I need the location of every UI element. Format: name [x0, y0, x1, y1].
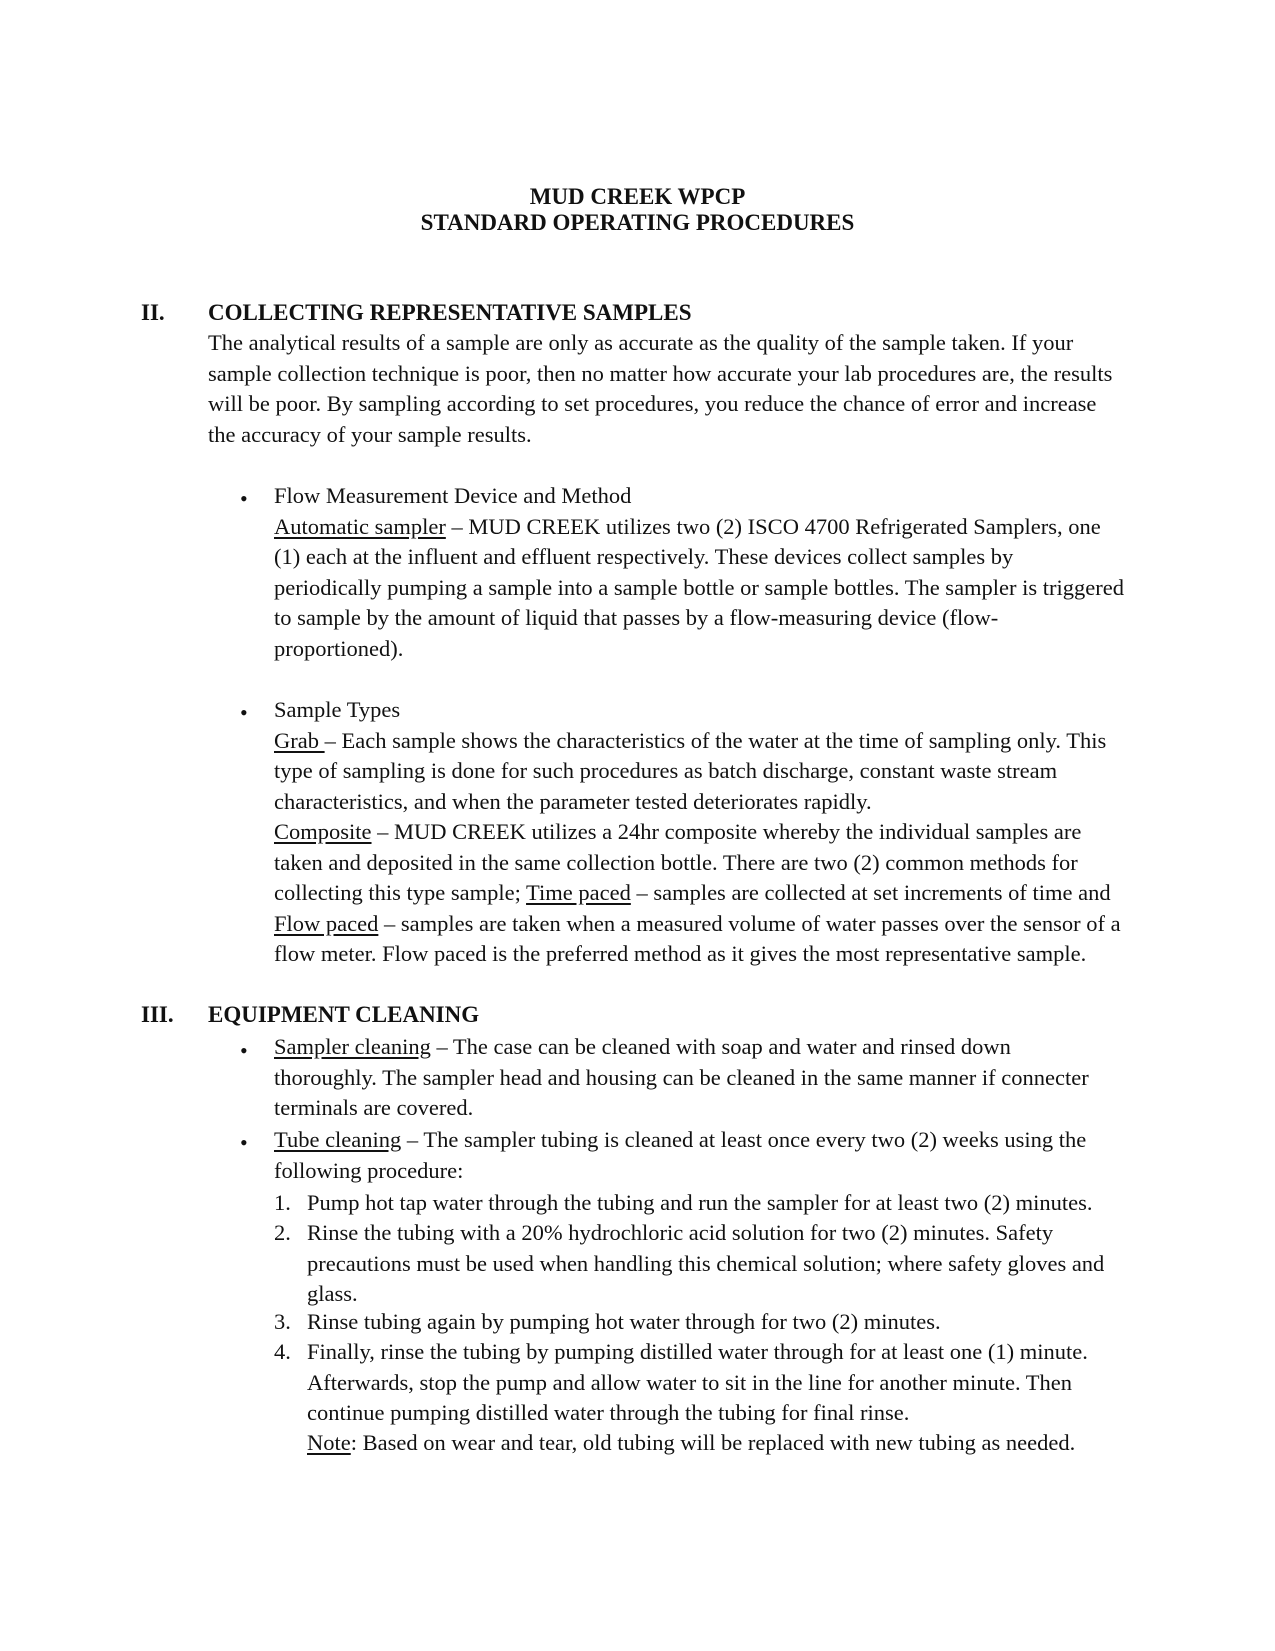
composite-text: – MUD CREEK utilizes a 24hr composite whereby the individual samples are taken and deposited in the same collection bottle. There are two (2) common methods for collecting this type sample;: [274, 819, 1082, 905]
sampler-cleaning-item: [274, 1032, 1104, 1124]
composite-description: [274, 817, 1124, 970]
section-2-number: II.: [141, 300, 165, 325]
step-3-text: Rinse tubing again by pumping hot water through for two (2) minutes.: [307, 1309, 941, 1334]
step-1-text: Pump hot tap water through the tubing and run the sampler for at least two (2) minutes.: [307, 1190, 1093, 1215]
tube-cleaning-term: Tube cleaning: [274, 1127, 402, 1152]
tube-cleaning-text: – The sampler tubing is cleaned at least once every two (2) weeks using the following procedure:: [274, 1127, 1087, 1183]
note-term: Note: [307, 1430, 351, 1455]
flow-title: Flow Measurement Device and Method: [274, 483, 632, 508]
time-paced-term: Time paced: [526, 880, 631, 905]
grab-text: – Each sample shows the characteristics of the water at the time of sampling only. This type of sampling is done for such procedures as batch discharge, constant waste stream characteristics, and when the parameter tested deteriorates rapidly.: [274, 727, 1107, 814]
grab-term: Grab: [274, 727, 325, 753]
flow-item: [274, 481, 1124, 664]
flow-description: [274, 512, 1124, 665]
grab-description: [274, 726, 1124, 818]
document-title: MUD CREEK WPCP: [529, 184, 746, 209]
composite-term: Composite: [274, 819, 372, 844]
note-text: : Based on wear and tear, old tubing will be replaced with new tubing as needed.: [350, 1430, 1076, 1455]
tubing-note: [307, 1428, 1117, 1459]
section-3-heading: EQUIPMENT CLEANING: [208, 1002, 480, 1027]
document-subtitle: STANDARD OPERATING PROCEDURES: [420, 210, 855, 235]
flow-paced-term: Flow paced: [274, 910, 379, 936]
types-item: [274, 695, 1124, 970]
step-1-number: 1.: [274, 1190, 291, 1215]
step-4-number: 4.: [274, 1339, 291, 1364]
section-2-intro: The analytical results of a sample are only as accurate as the quality of the sample taken. If your sample collection technique is poor, then no matter how accurate your lab procedures are, the results will be poor. By sampling according to set procedures, you reduce the chance of error and increase the accuracy of your sample results.: [208, 330, 1113, 447]
step-2-number: 2.: [274, 1220, 291, 1245]
sampler-cleaning-term: Sampler cleaning: [274, 1034, 431, 1059]
section-2-heading: COLLECTING REPRESENTATIVE SAMPLES: [208, 300, 692, 325]
automatic-sampler-text: – MUD CREEK utilizes two (2) ISCO 4700 Refrigerated Samplers, one (1) each at the influent and effluent respectively. These devices collect samples by periodically pumping a sample into a sample bottle or sample bottles. The sampler is triggered to sample by the amount of liquid that passes by a flow-measuring device (flow-proportioned).: [274, 513, 1125, 661]
step-3-number: 3.: [274, 1309, 291, 1334]
types-title: Sample Types: [274, 697, 401, 722]
sampler-cleaning-text: – The case can be cleaned with soap and water and rinsed down thoroughly. The sampler head and housing can be cleaned in the same manner if connecter terminals are covered.: [274, 1034, 1089, 1120]
bullet-types: •: [240, 700, 248, 725]
time-paced-text: – samples are collected at set increments of time and: [630, 880, 1111, 905]
tube-cleaning-item: [274, 1125, 1114, 1186]
step-4-text: Finally, rinse the tubing by pumping distilled water through for at least one (1) minute. Afterwards, stop the pump and allow water to sit in the line for another minute. Then continue pumping distilled water through the tubing for final rinse.: [307, 1339, 1088, 1425]
flow-paced-text: – samples are taken when a measured volume of water passes over the sensor of a flow meter. Flow paced is the preferred method as it gives the most representative sample.: [274, 910, 1121, 966]
bullet-tube-cleaning: •: [240, 1130, 248, 1155]
bullet-flow: •: [240, 486, 248, 511]
section-3-number: III.: [141, 1002, 174, 1027]
bullet-sampler-cleaning: •: [240, 1038, 248, 1063]
step-2-text: Rinse the tubing with a 20% hydrochloric acid solution for two (2) minutes. Safety precautions must be used when handling this chemical solution; where safety gloves and glass.: [307, 1220, 1105, 1306]
automatic-sampler-term: Automatic sampler: [274, 513, 446, 539]
